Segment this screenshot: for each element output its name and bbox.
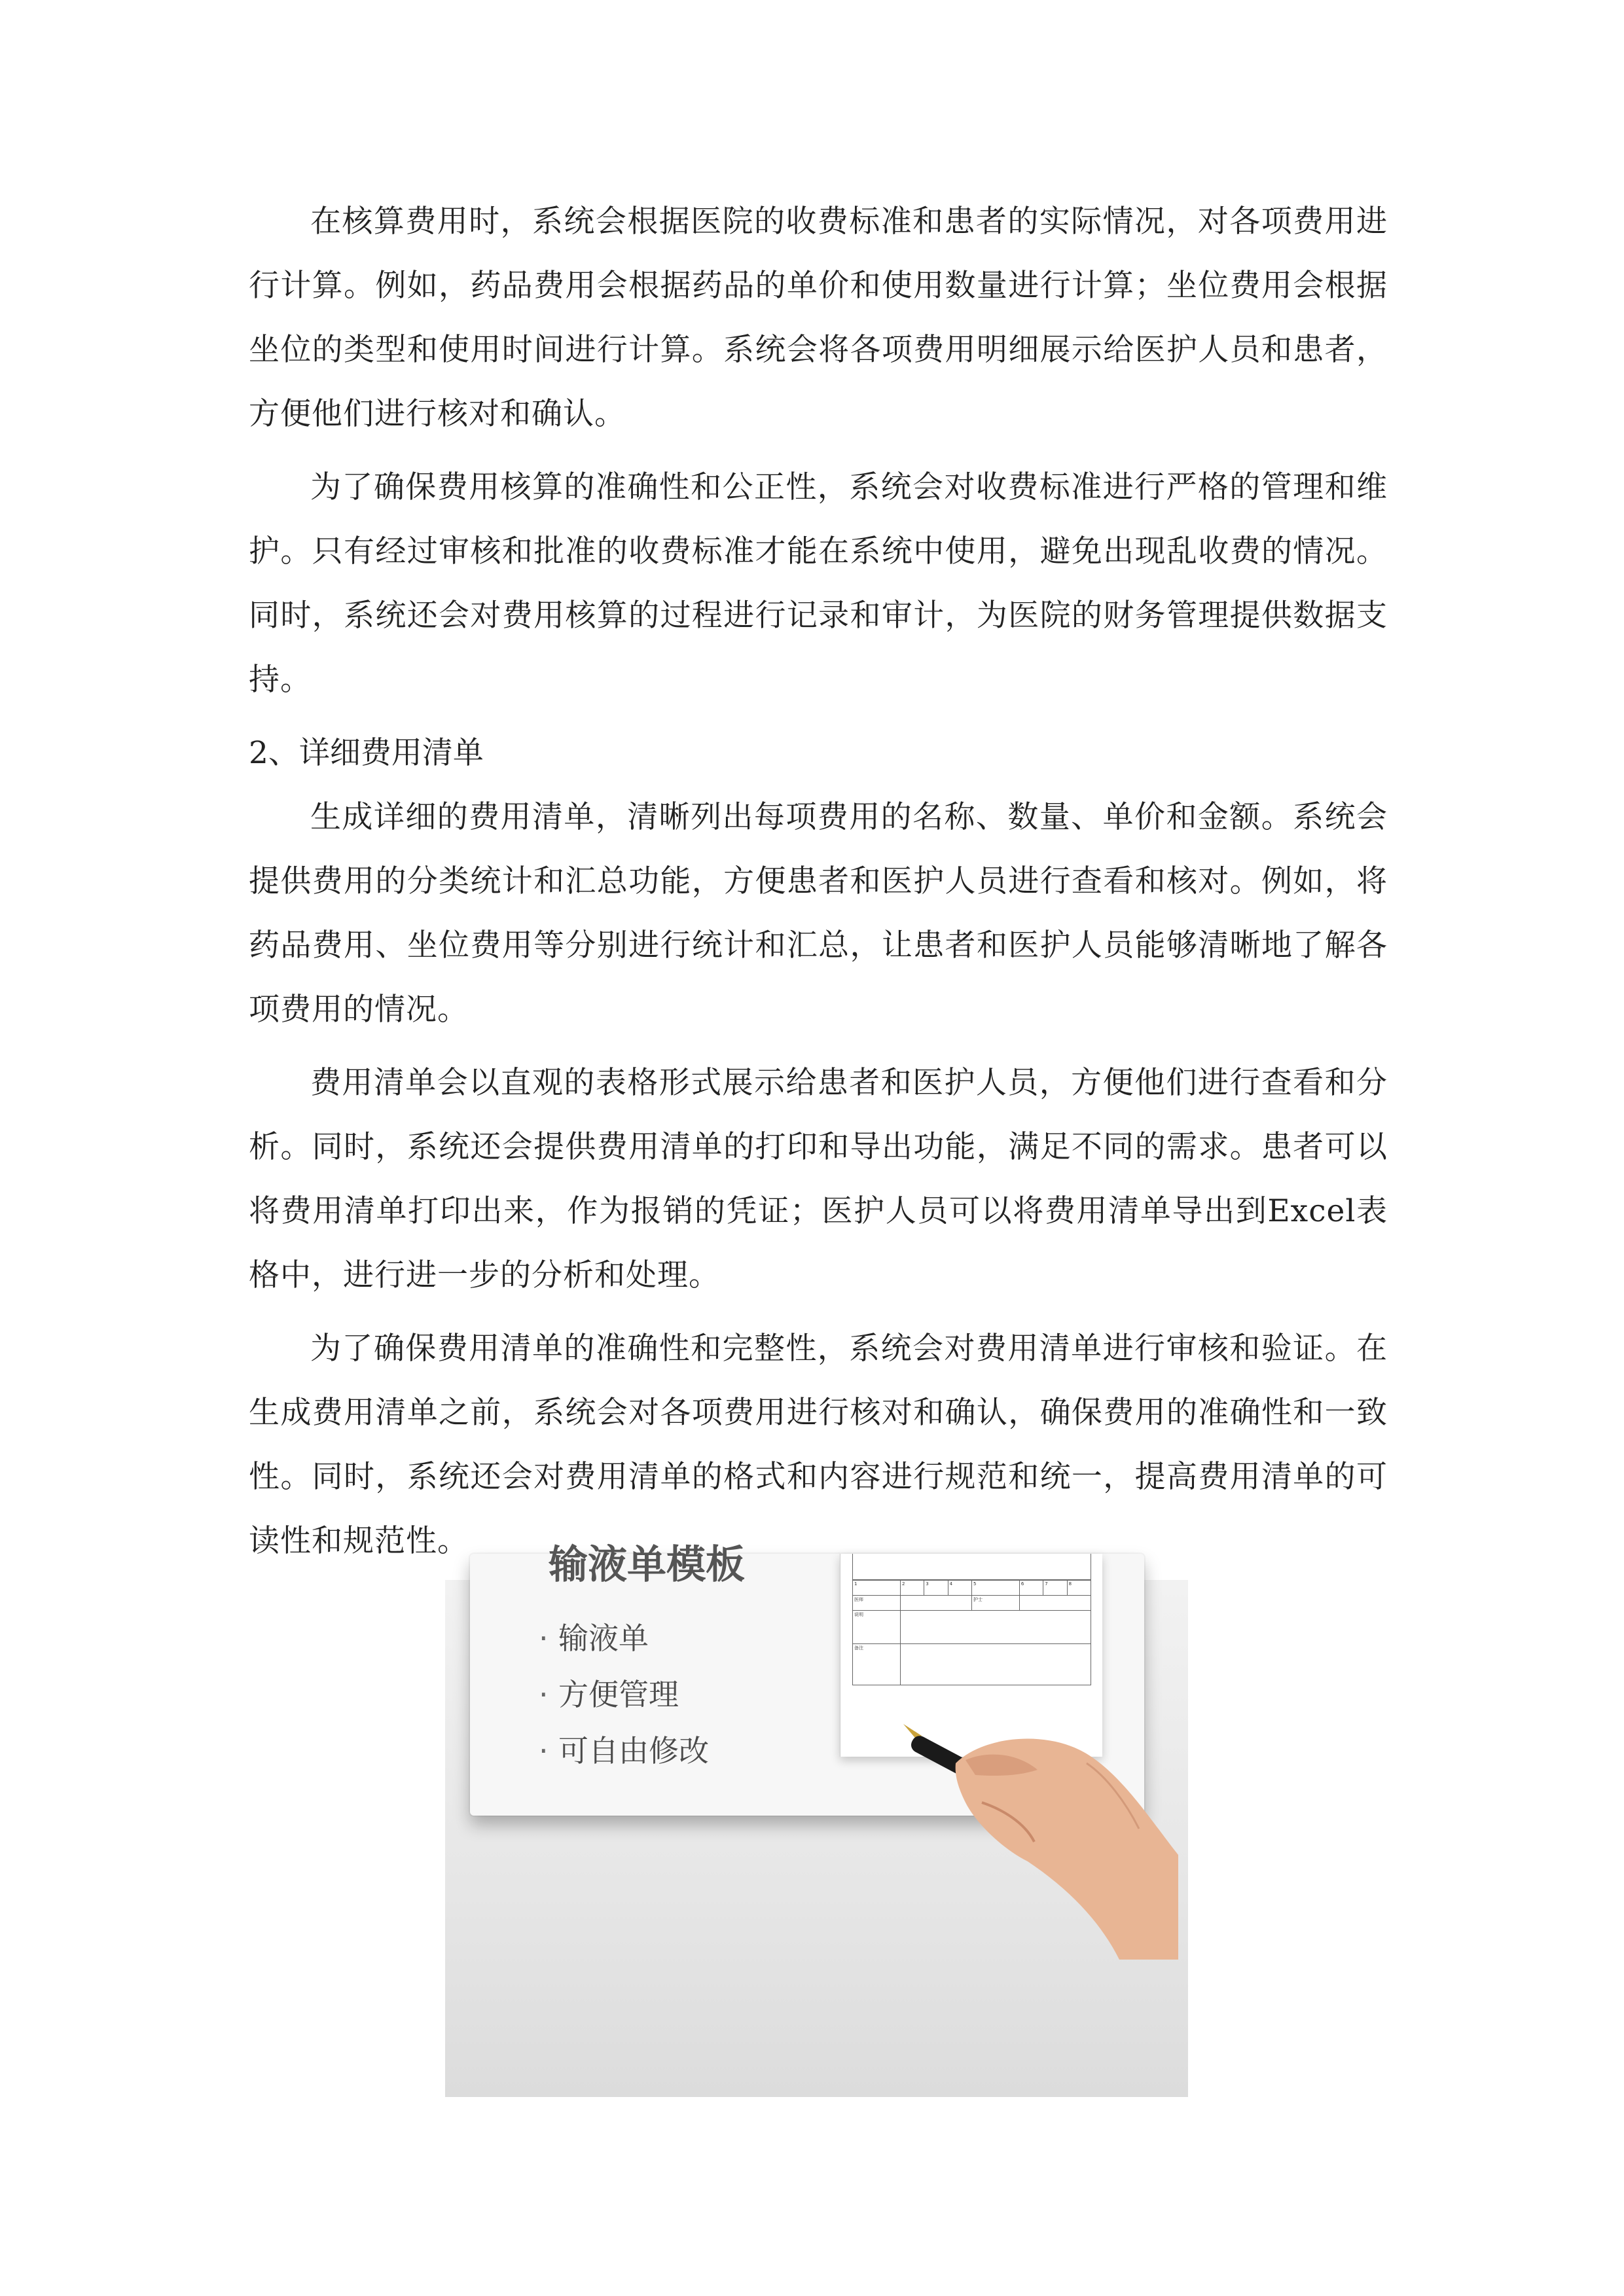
- hand-icon: [956, 1739, 1178, 1960]
- paragraph: 为了确保费用核算的准确性和公正性，系统会对收费标准进行严格的管理和维护。只有经过审核和批准的收费标准才能在系统中使用，避免出现乱收费的情况。同时，系统还会对费用核算的过程进行记录和审计，为医院的财务管理提供数据支持。: [249, 469, 1388, 698]
- table-cell: 2: [900, 1581, 924, 1596]
- feature-item: [539, 1723, 709, 1779]
- table-row: [853, 1644, 1091, 1685]
- bullet-icon: ·: [539, 1621, 549, 1656]
- table-cell: 1: [853, 1581, 901, 1596]
- table-cell: 4: [948, 1581, 971, 1596]
- table-cell: 5: [971, 1581, 1019, 1596]
- table-cell: [900, 1644, 1091, 1685]
- table-row: [853, 1596, 1091, 1611]
- feature-item: [539, 1666, 709, 1723]
- document-body: [249, 190, 1388, 1588]
- table-cell: 6: [1019, 1581, 1043, 1596]
- table-cell: 8: [1067, 1581, 1091, 1596]
- table-cell: 7: [1043, 1581, 1067, 1596]
- table-cell: [1019, 1596, 1091, 1611]
- table-row: [853, 1611, 1091, 1644]
- slide-title: 输液单模板: [549, 1542, 745, 1588]
- table-cell: 说明: [853, 1611, 901, 1644]
- table-row: [853, 1581, 1091, 1596]
- feature-list: [539, 1610, 709, 1779]
- bullet-icon: ·: [539, 1677, 549, 1712]
- hand-holding-pen-icon: [903, 1724, 1178, 1960]
- section-heading: 2、详细费用清单: [249, 735, 484, 771]
- template-preview-image: [445, 1542, 1188, 2097]
- feature-label: 输液单: [558, 1621, 649, 1656]
- paragraph: 生成详细的费用清单，清晰列出每项费用的名称、数量、单价和金额。系统会提供费用的分类统计和汇总功能，方便患者和医护人员进行查看和核对。例如，将药品费用、坐位费用等分别进行统计和汇总，让患者和医护人员能够清晰地了解各项费用的情况。: [249, 799, 1388, 1028]
- feature-item: [539, 1610, 709, 1666]
- form-table: [852, 1580, 1091, 1685]
- feature-label: 方便管理: [558, 1677, 679, 1712]
- paragraph: 费用清单会以直观的表格形式展示给患者和医护人员，方便他们进行查看和分析。同时，系统还会提供费用清单的打印和导出功能，满足不同的需求。患者可以将费用清单打印出来，作为报销的凭证；医护人员可以将费用清单导出到Excel表格中，进行进一步的分析和处理。: [249, 1065, 1388, 1293]
- table-cell: 3: [924, 1581, 948, 1596]
- paragraph: 为了确保费用清单的准确性和完整性，系统会对费用清单进行审核和验证。在生成费用清单之前，系统会对各项费用进行核对和确认，确保费用的准确性和一致性。同时，系统还会对费用清单的格式和内容进行规范和统一，提高费用清单的可读性和规范性。: [249, 1331, 1388, 1559]
- table-cell: 备注: [853, 1644, 901, 1685]
- table-cell: 护士: [971, 1596, 1019, 1611]
- table-cell: [900, 1611, 1091, 1644]
- form-header-area: [852, 1554, 1091, 1580]
- table-cell: [900, 1596, 971, 1611]
- paragraph: 在核算费用时，系统会根据医院的收费标准和患者的实际情况，对各项费用进行计算。例如，药品费用会根据药品的单价和使用数量进行计算；坐位费用会根据坐位的类型和使用时间进行计算。系统会将各项费用明细展示给医护人员和患者，方便他们进行核对和确认。: [249, 204, 1388, 432]
- bullet-icon: ·: [539, 1733, 549, 1768]
- feature-label: 可自由修改: [558, 1733, 709, 1768]
- table-cell: 医师: [853, 1596, 901, 1611]
